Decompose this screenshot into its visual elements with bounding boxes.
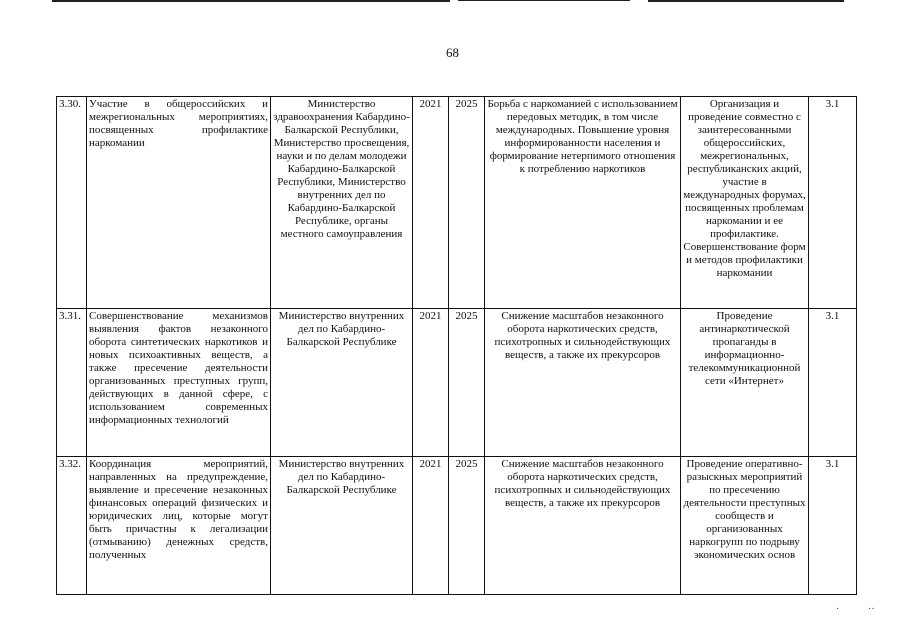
main-content: Проведение оперативно-разыскных мероприятий по пресечению деятельности преступных сообществ и организованных наркогрупп по подрыву экономических основ xyxy=(681,457,809,595)
measure-title: Совершенствование механизмов выявления фактов незаконного оборота синтетических наркотиков и новых психоактивных веществ, а также пресечение деятельности организованных преступных групп, действующих в данной сфере, с использованием современных информационных технологий xyxy=(87,309,271,457)
row-number: 3.30. xyxy=(57,97,87,309)
indicator-link: 3.1 xyxy=(809,457,857,595)
end-year: 2025 xyxy=(449,309,485,457)
scan-mark: ·· xyxy=(868,604,875,615)
start-year: 2021 xyxy=(413,457,449,595)
start-year: 2021 xyxy=(413,97,449,309)
indicator-link: 3.1 xyxy=(809,309,857,457)
start-year: 2021 xyxy=(413,309,449,457)
executors: Министерство здравоохранения Кабардино-Балкарской Республики, Министерство просвещения, науки и по делам молодежи Кабардино-Балкарской Республики, Министерство внутренних дел по Кабардино-Балкарской Республике, органы местного самоуправления xyxy=(271,97,413,309)
expected-result: Борьба с наркоманией с использованием передовых методик, в том числе международных. Повышение уровня информированности населения и формирование нетерпимого отношения к потреблению наркотиков xyxy=(485,97,681,309)
table-row xyxy=(57,457,857,595)
main-content: Проведение антинаркотической пропаганды в информационно-телекоммуникационной сети «Интернет» xyxy=(681,309,809,457)
top-rule-right xyxy=(648,0,844,2)
expected-result: Снижение масштабов незаконного оборота наркотических средств, психотропных и сильнодействующих веществ, а также их прекурсоров xyxy=(485,309,681,457)
top-rule-left xyxy=(52,0,450,2)
table-row xyxy=(57,97,857,309)
table-row xyxy=(57,309,857,457)
page-number: 68 xyxy=(446,45,459,60)
row-number: 3.31. xyxy=(57,309,87,457)
row-number: 3.32. xyxy=(57,457,87,595)
main-content: Организация и проведение совместно с заинтересованными общероссийских, межрегиональных, республиканских акций, участие в международных форумах, посвященных проблемам наркомании и ее профилактике. Совершенствование форм и методов профилактики наркомании xyxy=(681,97,809,309)
measure-title: Координация мероприятий, направленных на предупреждение, выявление и пресечение незаконных финансовых операций физических и юридических лиц, которые могут быть причастны к легализации (отмыванию) денежных средств, полученных xyxy=(87,457,271,595)
expected-result: Снижение масштабов незаконного оборота наркотических средств, психотропных и сильнодействующих веществ, а также их прекурсоров xyxy=(485,457,681,595)
measures-table xyxy=(56,96,857,595)
executors: Министерство внутренних дел по Кабардино-Балкарской Республике xyxy=(271,457,413,595)
end-year: 2025 xyxy=(449,97,485,309)
top-rule-mid xyxy=(458,0,630,1)
scan-mark: · xyxy=(836,604,840,615)
measure-title: Участие в общероссийских и межрегиональных мероприятиях, посвященных профилактике наркомании xyxy=(87,97,271,309)
executors: Министерство внутренних дел по Кабардино-Балкарской Республике xyxy=(271,309,413,457)
end-year: 2025 xyxy=(449,457,485,595)
indicator-link: 3.1 xyxy=(809,97,857,309)
